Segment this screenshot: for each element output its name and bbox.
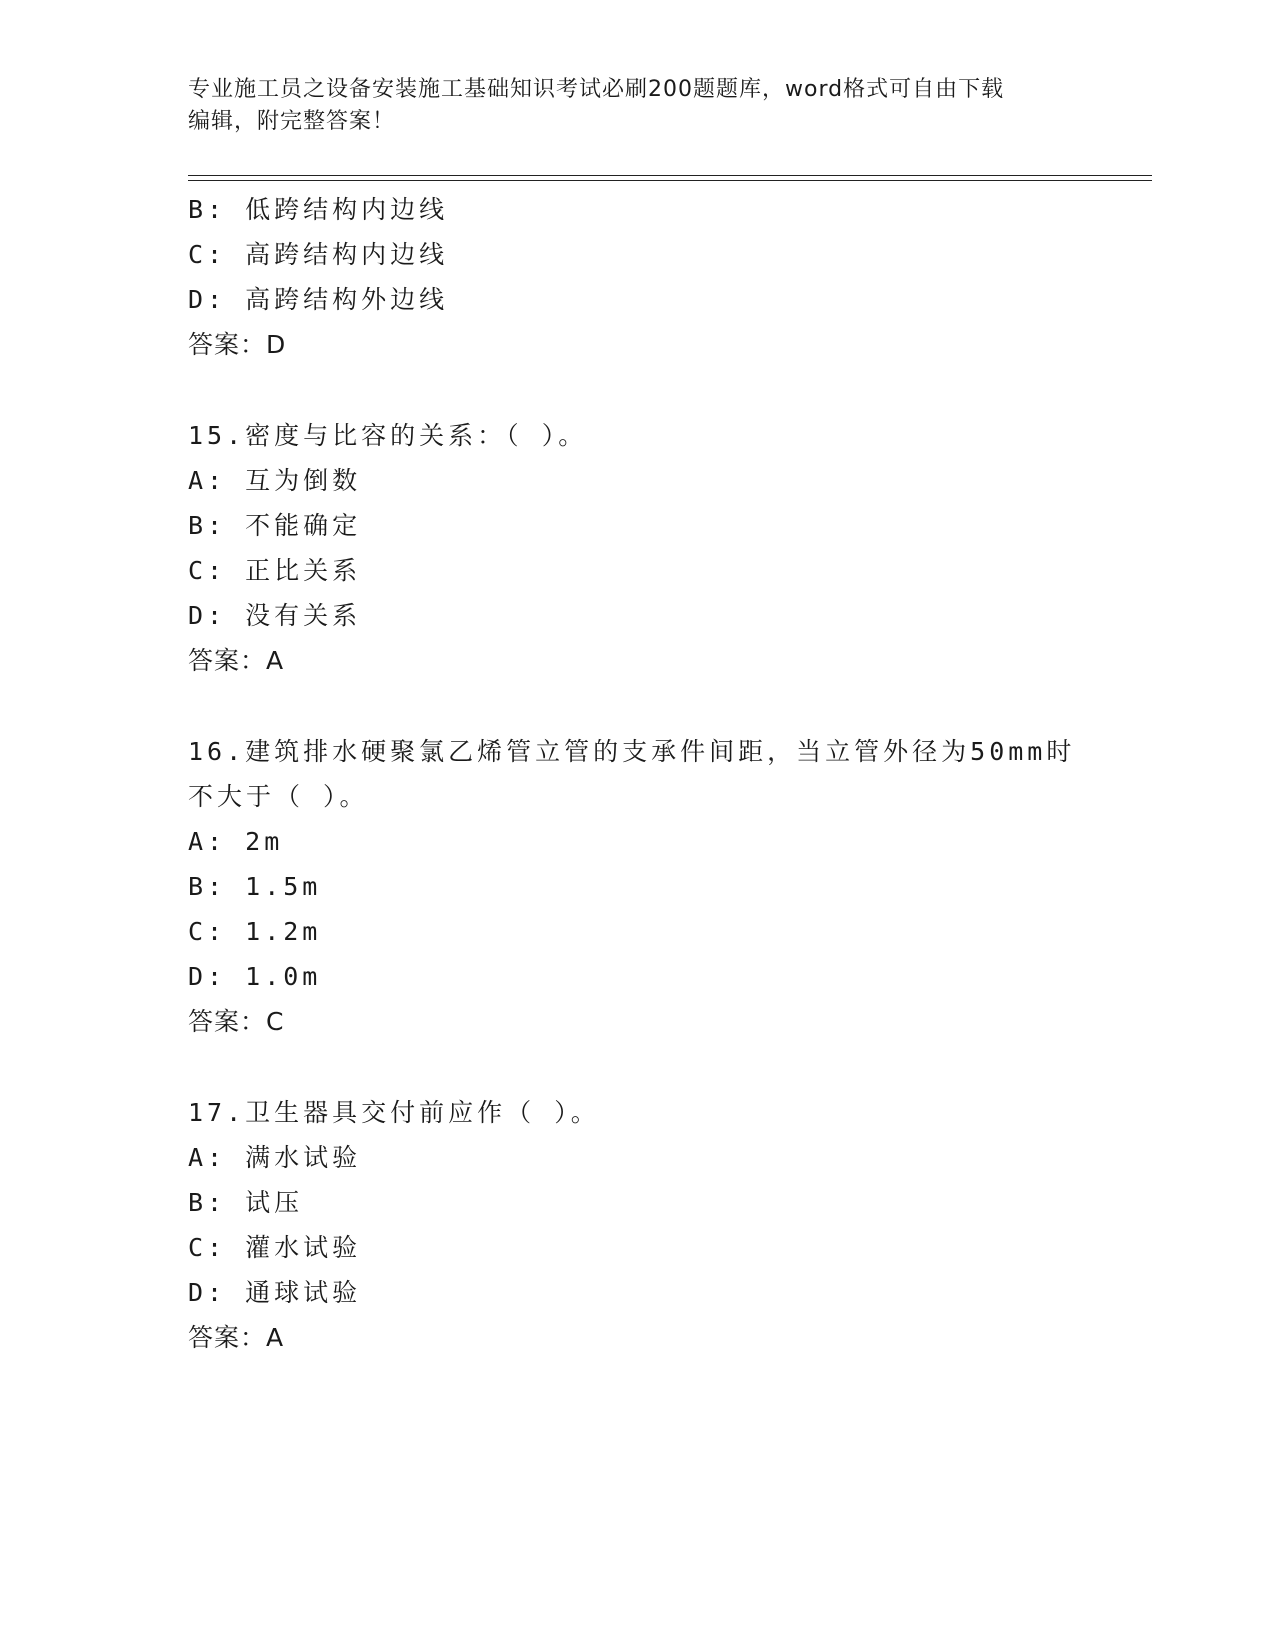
q17-option-c: C: 灌水试验 xyxy=(188,1233,362,1262)
q16-option-b: B: 1.5m xyxy=(188,872,322,901)
document-header xyxy=(188,74,1088,138)
q14-answer: 答案：D xyxy=(188,330,287,359)
header-line-1: 专业施工员之设备安装施工基础知识考试必刷200题题库，word格式可自由下载 xyxy=(188,77,1005,102)
q17-answer: 答案：A xyxy=(188,1323,285,1352)
q16-stem-line-2: 不大于（ ）。 xyxy=(188,782,369,811)
q15-option-d: D: 没有关系 xyxy=(188,601,362,630)
q16-answer: 答案：C xyxy=(188,1007,285,1036)
q15-option-b: B: 不能确定 xyxy=(188,511,362,540)
q17-option-a: A: 满水试验 xyxy=(188,1143,362,1172)
q17-option-d: D: 通球试验 xyxy=(188,1278,362,1307)
q15-answer: 答案：A xyxy=(188,646,285,675)
header-rule-bottom xyxy=(188,180,1152,181)
q14-option-b: B: 低跨结构内边线 xyxy=(188,195,449,224)
q17-stem: 17.卫生器具交付前应作（ ）。 xyxy=(188,1098,600,1127)
q15-option-a: A: 互为倒数 xyxy=(188,466,362,495)
q15-option-c: C: 正比关系 xyxy=(188,556,362,585)
q16-option-a: A: 2m xyxy=(188,827,284,856)
q16-stem-line-1: 16.建筑排水硬聚氯乙烯管立管的支承件间距，当立管外径为50mm时 xyxy=(188,737,1076,766)
header-rule-top xyxy=(188,175,1152,176)
q14-option-d: D: 高跨结构外边线 xyxy=(188,285,449,314)
q16-option-d: D: 1.0m xyxy=(188,962,322,991)
q14-option-c: C: 高跨结构内边线 xyxy=(188,240,449,269)
q17-option-b: B: 试压 xyxy=(188,1188,304,1217)
q15-stem: 15.密度与比容的关系：（ ）。 xyxy=(188,421,588,450)
q16-option-c: C: 1.2m xyxy=(188,917,322,946)
header-line-2: 编辑，附完整答案！ xyxy=(188,109,396,134)
